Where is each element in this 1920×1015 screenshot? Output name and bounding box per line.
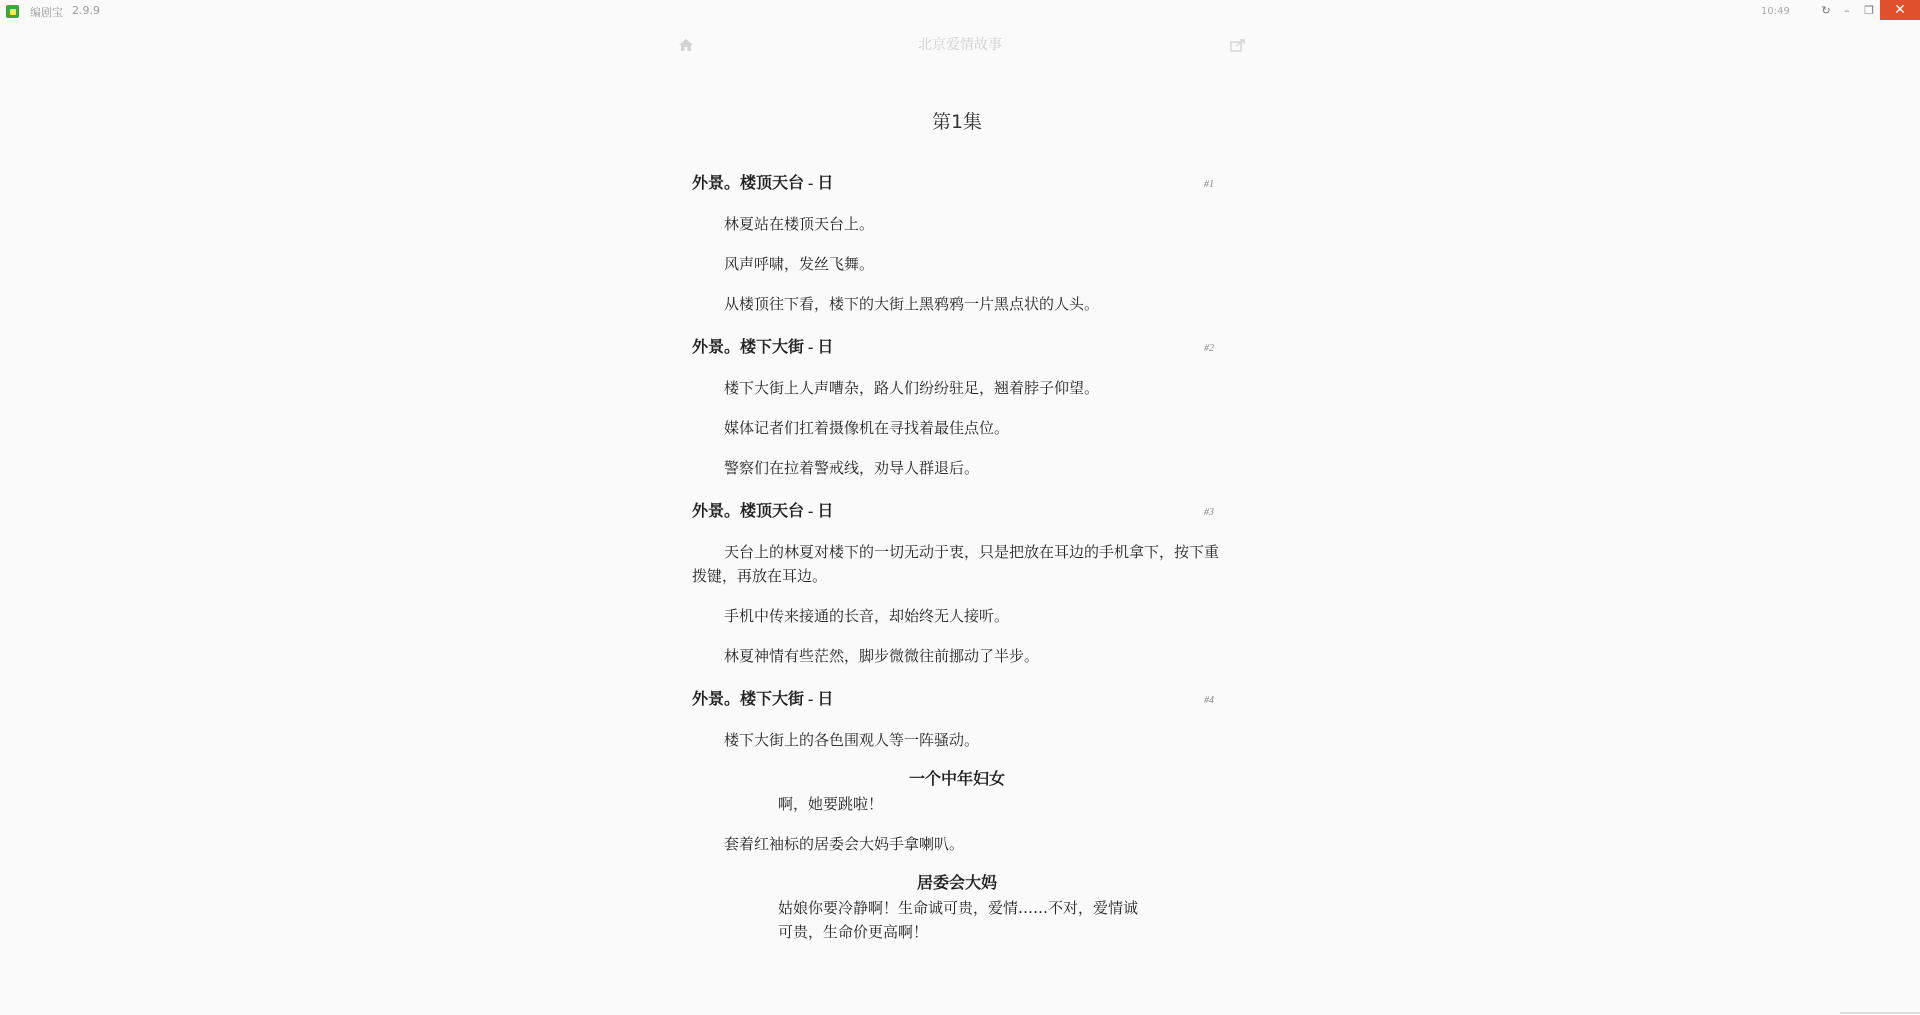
scene-heading[interactable] xyxy=(692,688,1222,712)
minimize-button[interactable] xyxy=(1836,0,1858,20)
document-title: 北京爱情故事 xyxy=(918,37,1002,53)
scene-number: #1 xyxy=(1204,179,1214,190)
scene xyxy=(692,688,1222,944)
action-line[interactable]: 手机中传来接通的长音，却始终无人接听。 xyxy=(724,607,1010,625)
episode-title: 第1集 xyxy=(931,111,983,133)
action-line[interactable]: 林夏神情有些茫然，脚步微微往前挪动了半步。 xyxy=(724,647,1040,665)
scene-number: #4 xyxy=(1204,695,1214,706)
action-line[interactable]: 警察们在拉着警戒线，劝导人群退后。 xyxy=(724,459,980,477)
scrollbar[interactable] xyxy=(1840,1012,1920,1014)
app-name: 编剧宝 xyxy=(30,6,63,19)
action-line[interactable]: 从楼顶往下看，楼下的大街上黑鸦鸦一片黑点状的人头。 xyxy=(724,295,1100,313)
clock: 10:49 xyxy=(1761,6,1790,17)
scene-heading[interactable] xyxy=(692,336,1222,360)
action-line[interactable]: 风声呼啸，发丝飞舞。 xyxy=(724,255,875,273)
scene-heading-text: 外景。楼顶天台 - 日 xyxy=(692,175,834,192)
app-logo-icon xyxy=(6,5,19,18)
scene-heading-text: 外景。楼顶天台 - 日 xyxy=(692,503,834,520)
refresh-button[interactable] xyxy=(1816,0,1836,20)
action-line[interactable]: 天台上的林夏对楼下的一切无动于衷，只是把放在耳边的手机拿下，按下重拨键，再放在耳边。 xyxy=(692,543,1220,585)
restore-button[interactable] xyxy=(1858,0,1880,20)
scene xyxy=(692,172,1222,316)
scene-list xyxy=(692,172,1222,944)
close-button[interactable] xyxy=(1880,0,1920,20)
action-line[interactable]: 林夏站在楼顶天台上。 xyxy=(724,215,875,233)
scene xyxy=(692,500,1222,668)
share-icon[interactable] xyxy=(1230,38,1246,52)
scene-heading-text: 外景。楼下大街 - 日 xyxy=(692,691,834,708)
scene-number: #2 xyxy=(1204,343,1214,354)
close-icon: ✕ xyxy=(1894,2,1906,18)
scene-heading-text: 外景。楼下大街 - 日 xyxy=(692,339,834,356)
restore-icon: ❐ xyxy=(1864,3,1874,17)
app-version: 2.9.9 xyxy=(72,4,100,17)
dialogue-line[interactable]: 啊，她要跳啦！ xyxy=(778,795,884,813)
document-header xyxy=(670,28,1250,64)
action-line[interactable]: 媒体记者们扛着摄像机在寻找着最佳点位。 xyxy=(724,419,1010,437)
character-name[interactable]: 一个中年妇女 xyxy=(908,771,1005,788)
title-bar xyxy=(0,0,1920,24)
action-line[interactable]: 楼下大街上的各色围观人等一阵骚动。 xyxy=(724,731,980,749)
minimize-icon: – xyxy=(1844,3,1850,17)
scene-number: #3 xyxy=(1204,507,1214,518)
script-content[interactable] xyxy=(692,110,1222,964)
scene-heading[interactable] xyxy=(692,500,1222,524)
scene-heading[interactable] xyxy=(692,172,1222,196)
scene xyxy=(692,336,1222,480)
refresh-icon: ↻ xyxy=(1821,3,1831,17)
action-line[interactable]: 套着红袖标的居委会大妈手拿喇叭。 xyxy=(724,835,965,853)
character-name[interactable]: 居委会大妈 xyxy=(916,875,997,892)
dialogue-line[interactable]: 姑娘你要冷静啊！生命诚可贵，爱情……不对，爱情诚可贵，生命价更高啊！ xyxy=(778,899,1139,941)
action-line[interactable]: 楼下大街上人声嘈杂，路人们纷纷驻足，翘着脖子仰望。 xyxy=(724,379,1100,397)
